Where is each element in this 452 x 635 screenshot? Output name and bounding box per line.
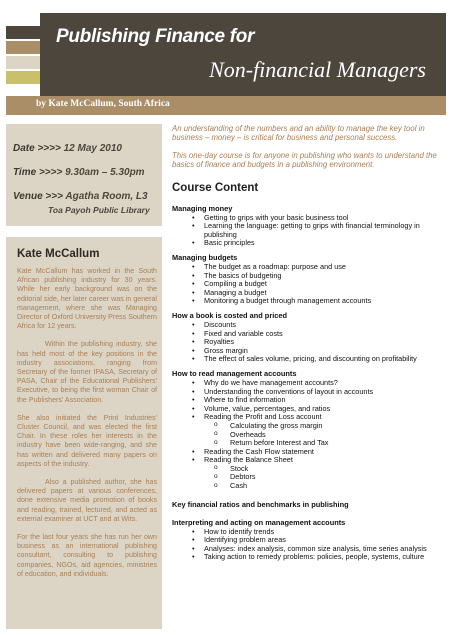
section-heading: Key financial ratios and benchmarks in publishing <box>172 499 349 509</box>
list-item <box>192 355 444 364</box>
date-label: Date >>>> <box>13 143 61 154</box>
date-row <box>13 143 122 154</box>
list-item-text: The effect of sales volume, pricing, and discounting on profitability <box>204 354 417 364</box>
list-item <box>192 413 444 447</box>
list-item-text: How to identify trends <box>204 526 275 536</box>
list-item <box>192 456 444 490</box>
section-list <box>192 214 444 248</box>
venue-label: Venue >>> <box>13 191 63 202</box>
list-item-text: Monitoring a budget through management accounts <box>204 296 372 306</box>
section-list <box>192 321 444 364</box>
bio-paragraph: For the last four years she has run her own business as an international publishing consultant, consulting to publishing companies, NGOs, aid agencies, ministries of education, and individuals. <box>17 533 157 578</box>
section-heading: Managing money <box>172 203 233 213</box>
time-value: 9.30am – 5.30pm <box>65 167 145 178</box>
list-item-text: Fixed and variable costs <box>204 328 283 338</box>
byline: by Kate McCallum, South Africa <box>36 99 170 109</box>
list-item <box>192 222 444 239</box>
list-item <box>192 239 444 248</box>
venue-value: Agatha Room, L3 <box>65 191 148 202</box>
section-list <box>192 528 444 562</box>
section-heading: Interpreting and acting on management accounts <box>172 517 346 527</box>
sub-list-item: o Debtors <box>214 473 444 482</box>
title-panel <box>40 13 446 96</box>
list-item-text: Understanding the conventions of layout in accounts <box>204 386 374 396</box>
sub-list-item: o Calculating the gross margin <box>214 422 444 431</box>
course-sections <box>172 204 444 562</box>
list-item-text: Discounts <box>204 319 237 329</box>
sub-list-item: o Overheads <box>214 431 444 440</box>
list-item-text: Reading the Cash Flow statement <box>204 446 314 456</box>
list-item-text: Basic principles <box>204 238 255 248</box>
bio-paragraph: She also initiated the Print Industries' Cluster Council, and was elected the first Chair. In these roles her interests in the industry have been wide-ranging, and she has written and delivered many papers on aspects of the industry. <box>17 413 157 468</box>
list-item-text: Identifying problem areas <box>204 535 286 545</box>
venue-sub: Toa Payoh Public Library <box>48 205 150 215</box>
section-list <box>192 263 444 306</box>
bio-panel <box>6 237 162 629</box>
time-row <box>13 167 145 178</box>
course-content-heading: Course Content <box>172 181 259 194</box>
list-item-text: Reading the Profit and Loss account <box>204 412 322 422</box>
list-item-text: The basics of budgeting <box>204 270 282 280</box>
list-item-text: Where to find information <box>204 395 286 405</box>
list-item <box>192 553 444 562</box>
swatch-olive <box>6 71 40 84</box>
section-heading: Managing budgets <box>172 253 238 262</box>
bio-paragraph: Kate McCallum has worked in the South African publishing industry for 30 years. While her early background was on the editorial side, her later career was in general management, where she was Managing Director of Oxford University Press Southern Africa for 12 years. <box>17 267 157 331</box>
intro-paragraph-1: An understanding of the numbers and an ability to manage the key tool in business – money – is critical for business and personal success. <box>172 124 425 143</box>
section-heading: How to read management accounts <box>172 368 297 378</box>
venue-row <box>13 191 148 202</box>
list-item <box>192 297 444 306</box>
date-value: 12 May 2010 <box>63 143 122 154</box>
sub-list <box>214 465 444 491</box>
title-line-1: Publishing Finance for <box>56 26 255 47</box>
bio-paragraph: Within the publishing industry, she has held most of the key positions in the industry associations, ranging from Secretary of the former IPASA, Secretary of PASA, Chair of the Educational Publishers' Executive, to being the first woman Chair of the Publishers' Association. <box>17 340 157 404</box>
list-item-text: Getting to grips with your basic business tool <box>204 212 349 222</box>
list-item-text: Learning the language: getting to grips with financial terminology in publishing <box>204 221 420 239</box>
sub-list <box>214 422 444 448</box>
bio-heading: Kate McCallum <box>17 248 100 260</box>
list-item-text: Royalties <box>204 337 235 347</box>
intro-paragraph-2: This one-day course is for anyone in publishing who wants to understand the basics of finance and budgets in a publishing environment. <box>172 150 437 170</box>
list-item-text: Taking action to remedy problems: policies, people, systems, culture <box>204 552 425 562</box>
list-item-text: Analyses: index analysis, common size analysis, time series analysis <box>204 543 427 553</box>
sub-list-item: o Stock <box>214 465 444 474</box>
swatch-light <box>6 56 40 69</box>
list-item-text: Why do we have management accounts? <box>204 377 338 387</box>
bio-body <box>17 267 157 588</box>
event-details-panel <box>6 124 162 226</box>
list-item-text: Volume, value, percentages, and ratios <box>204 403 331 413</box>
section-heading: How a book is costed and priced <box>172 310 287 320</box>
list-item-text: Gross margin <box>204 345 248 355</box>
sub-list-item: o Cash <box>214 482 444 491</box>
section-list <box>192 379 444 491</box>
list-item-text: The budget as a roadmap: purpose and use <box>204 262 346 271</box>
swatch-dark <box>6 26 40 39</box>
title-line-2: Non-financial Managers <box>209 57 426 82</box>
list-item-text: Reading the Balance Sheet <box>204 455 293 465</box>
list-item-text: Compiling a budget <box>204 279 267 289</box>
course-column <box>172 124 444 562</box>
list-item-text: Managing a budget <box>204 287 267 297</box>
bio-paragraph: Also a published author, she has delivered papers at various conferences, done extensive media promotion of books and reading, trained, lectured, and acted as external examiner at UCT and at Wits. <box>17 478 157 523</box>
time-label: Time >>>> <box>13 167 63 178</box>
swatch-brown <box>6 41 40 54</box>
sub-list-item: o Return before Interest and Tax <box>214 439 444 448</box>
color-swatches <box>6 26 40 86</box>
byline-bar <box>6 96 446 115</box>
